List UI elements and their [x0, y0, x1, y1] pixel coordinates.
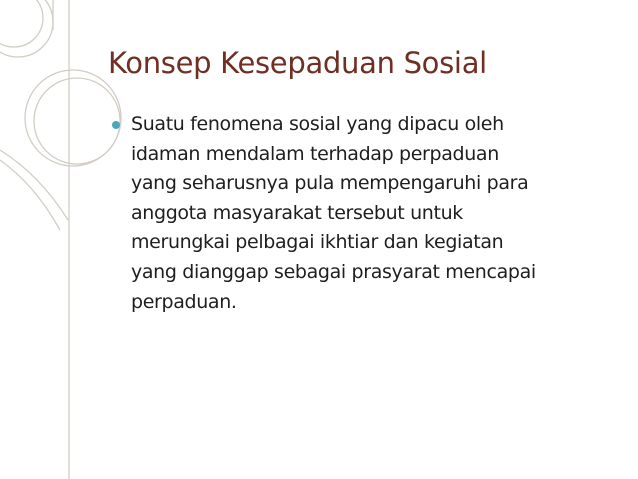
bullet-item [108, 110, 536, 317]
arc-circle-top [0, 0, 53, 57]
arc-circle-top-inner [0, 0, 43, 47]
bullet-text-line-1: Suatu fenomena sosial yang dipacu oleh [131, 113, 504, 135]
arc-curve-lower [0, 150, 68, 220]
bullet-text-line-5: merungkai pelbagai ikhtiar dan kegiatan [131, 231, 504, 254]
bullet-dot-icon [112, 121, 120, 129]
slide-title: Konsep Kesepaduan Sosial [108, 46, 487, 80]
bullet-text-line-3: yang seharusnya pula mempengaruhi para [131, 172, 529, 195]
bullet-text-line-6: yang dianggap sebagai prasyarat mencapai [131, 260, 536, 283]
bullet-text-line-7: perpaduan. [131, 290, 237, 313]
bullet-list [108, 110, 536, 317]
bullet-text-line-4: anggota masyarakat tersebut untuk [131, 201, 463, 224]
bullet-text-line-2: idaman mendalam terhadap perpaduan [131, 142, 499, 165]
